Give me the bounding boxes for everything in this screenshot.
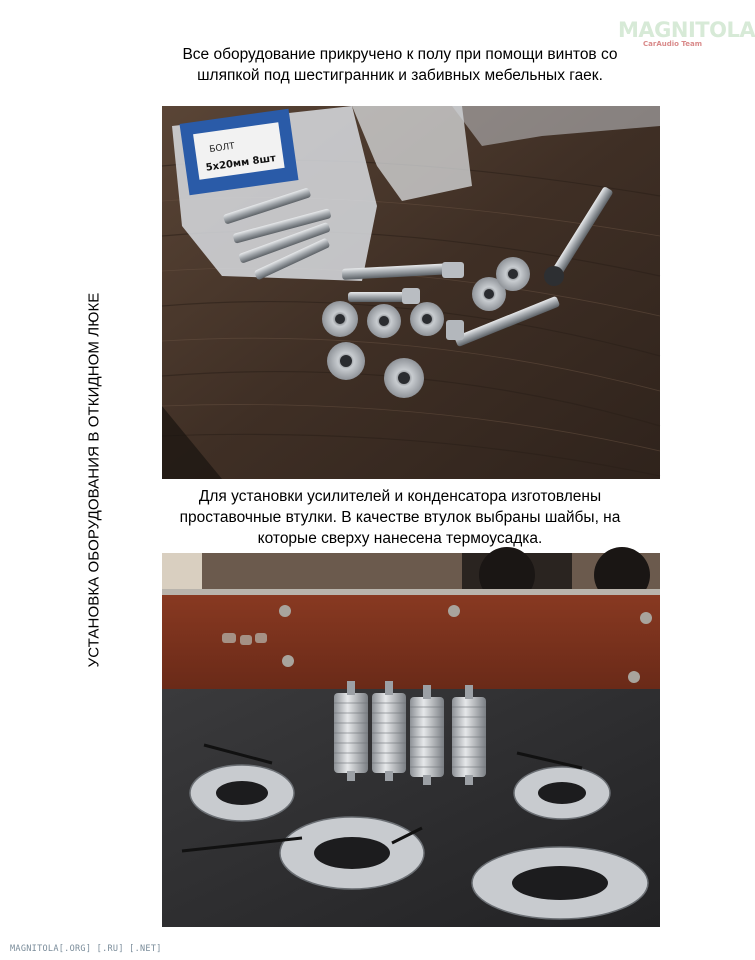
logo-subtext: CarAudio Team bbox=[643, 40, 702, 48]
caption-middle: Для установки усилителей и конденсатора изготовлены проставочные втулки. В качестве втулок выбраны шайбы, на которые сверху нанесена термоусадка. bbox=[179, 488, 621, 547]
photo-washer-spacers bbox=[162, 553, 660, 927]
logo-text: MAGNITOLA bbox=[618, 18, 755, 42]
side-title: УСТАНОВКА ОБОРУДОВАНИЯ В ОТКИДНОМ ЛЮКЕ bbox=[85, 292, 103, 668]
caption-top: Все оборудование прикручено к полу при помощи винтов со шляпкой под шестигранник и забивных мебельных гаек. bbox=[182, 46, 618, 84]
footer-domains: MAGNITOLA[.ORG] [.RU] [.NET] bbox=[10, 944, 162, 954]
photo-bolts-and-tnuts bbox=[162, 106, 660, 479]
bag-label-line1: БОЛТ bbox=[208, 141, 236, 156]
bag-label-line2: 5x20мм 8шт bbox=[205, 152, 277, 174]
